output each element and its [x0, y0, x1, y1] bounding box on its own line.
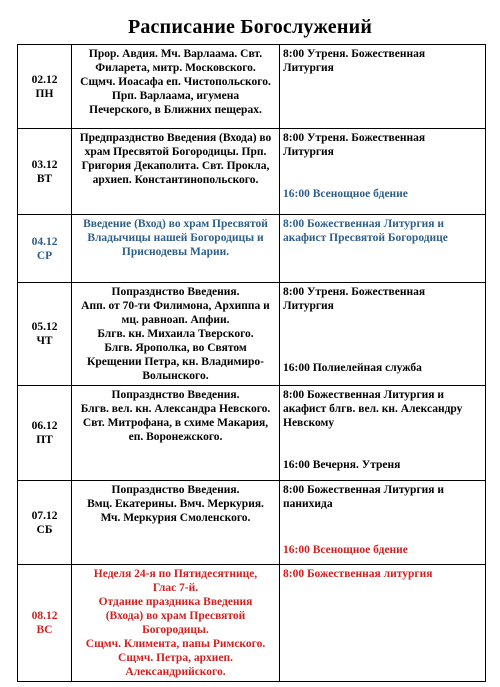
commemoration-line: Филарета, митр. Московского. [95, 62, 256, 74]
service-cell [280, 481, 486, 565]
date-label: 07.12 [31, 509, 58, 522]
commemoration-line: Сщмч. Петра, архиеп. [118, 652, 233, 664]
service-line: акафист Пресвятой Богородице [283, 232, 448, 244]
commemoration-line: Попразднство Введения. [111, 484, 240, 496]
schedule-table [17, 44, 486, 682]
date-label: 03.12 [31, 158, 58, 171]
service-line: 8:00 Утреня. Божественная [283, 132, 426, 144]
commemoration-line: Приснодевы Марии. [121, 246, 230, 258]
commemoration-line: Блгв. Ярополка, во Святом [104, 342, 247, 354]
commemoration-line: Сщмч. Иоасафа еп. Чистопольского. [80, 76, 271, 88]
schedule-row [18, 481, 486, 565]
day-cell [18, 565, 72, 682]
commemoration-line: Предпразднство Введения (Входа) во [79, 132, 272, 144]
service-cell [280, 215, 486, 283]
date-label: 08.12 [31, 610, 58, 622]
service-line: акафист блгв. вел. кн. Александру [283, 403, 463, 415]
commemoration-line: Вмц. Екатерины. Вмч. Меркурия. [87, 498, 264, 510]
commemoration-line: Отдание праздника Введения [98, 596, 253, 608]
day-cell [18, 45, 72, 129]
service-line: панихида [283, 498, 333, 510]
weekday-label: ВТ [36, 172, 53, 185]
service-cell [280, 565, 486, 682]
commemoration-cell [72, 283, 280, 386]
schedule-row [18, 283, 486, 386]
commemoration-line: еп. Воронежского. [128, 431, 223, 443]
commemoration-line: Попразднство Введения. [111, 389, 240, 401]
evening-service: 16:00 Вечерня. Утреня [283, 459, 401, 471]
service-cell [280, 386, 486, 481]
commemoration-line: Мч. Меркурия Смоленского. [100, 512, 251, 524]
commemoration-line: Прор. Авдия. Мч. Варлаама. Свт. [88, 48, 263, 60]
commemoration-line: Неделя 24-я по Пятидесятнице, [93, 568, 258, 580]
commemoration-line: Волынского. [142, 370, 209, 382]
page-title: Расписание Богослужений [127, 16, 373, 38]
service-cell [280, 45, 486, 129]
service-line: 8:00 Божественная Литургия и [283, 218, 445, 230]
commemoration-cell [72, 386, 280, 481]
commemoration-line: (Входа) во храм Пресвятой [105, 610, 246, 622]
commemoration-line: Введение (Вход) во храм Пресвятой [83, 218, 268, 230]
schedule-row [18, 386, 486, 481]
service-line: Невскому [283, 417, 335, 429]
day-cell [18, 481, 72, 565]
schedule-row [18, 565, 486, 682]
schedule-row [18, 129, 486, 215]
service-line: 8:00 Утреня. Божественная [283, 48, 426, 60]
commemoration-line: Глас 7-й. [152, 582, 199, 594]
commemoration-line: Блгв. вел. кн. Александра Невского. [80, 403, 271, 415]
commemoration-line: Свт. Митрофана, в схиме Макария, [82, 417, 269, 429]
service-line: Литургия [283, 300, 334, 312]
commemoration-line: Прп. Варлаама, игумена [111, 90, 240, 102]
commemoration-cell [72, 45, 280, 129]
date-label: 06.12 [31, 420, 58, 432]
commemoration-line: Печерского, в Ближних пещерах. [89, 104, 262, 116]
evening-service: 16:00 Всенощное бдение [283, 544, 408, 556]
commemoration-line: мц. равноап. Апфии. [121, 314, 230, 326]
commemoration-line: Сщмч. Климента, папы Римского. [85, 638, 266, 650]
schedule-row [18, 215, 486, 283]
service-line: 8:00 Божественная Литургия и [283, 389, 445, 401]
schedule-row [18, 45, 486, 129]
weekday-label: ВС [36, 624, 53, 636]
evening-service: 16:00 Полиелейная служба [283, 362, 422, 374]
service-line: Литургия [283, 146, 334, 158]
service-line: 8:00 Утреня. Божественная [283, 286, 426, 298]
weekday-label: ПН [35, 87, 54, 100]
weekday-label: ЧТ [36, 335, 53, 347]
service-cell [280, 129, 486, 215]
commemoration-line: архиеп. Константинопольского. [92, 174, 259, 186]
commemoration-line: Богородицы. [142, 624, 209, 636]
evening-service: 16:00 Всенощное бдение [283, 188, 408, 200]
date-label: 02.12 [31, 73, 58, 86]
date-label: 05.12 [31, 321, 58, 333]
commemoration-line: Попразднство Введения. [111, 286, 240, 298]
commemoration-cell [72, 481, 280, 565]
day-cell [18, 283, 72, 386]
commemoration-cell [72, 215, 280, 283]
commemoration-line: храм Пресвятой Богородицы. Прп. [84, 146, 267, 158]
service-cell [280, 283, 486, 386]
commemoration-line: Апп. от 70-ти Филимона, Архиппа и [81, 300, 270, 312]
commemoration-line: Александрийского. [125, 666, 226, 678]
service-line: 8:00 Божественная Литургия и [283, 484, 445, 496]
commemoration-cell [72, 129, 280, 215]
date-label: 04.12 [31, 235, 58, 248]
commemoration-line: Григория Декаполита. Свт. Прокла, [81, 160, 270, 172]
weekday-label: СР [36, 249, 53, 262]
commemoration-line: Блгв. кн. Михаила Тверского. [97, 328, 254, 340]
day-cell [18, 215, 72, 283]
commemoration-line: Крещении Петра, кн. Владимиро- [87, 356, 264, 368]
day-cell [18, 386, 72, 481]
weekday-label: СБ [36, 523, 53, 536]
commemoration-line: Владычицы нашей Богородицы и [87, 232, 264, 244]
day-cell [18, 129, 72, 215]
commemoration-cell [72, 565, 280, 682]
service-line: 8:00 Божественная литургия [283, 568, 433, 580]
weekday-label: ПТ [36, 434, 53, 446]
service-line: Литургия [283, 62, 334, 74]
